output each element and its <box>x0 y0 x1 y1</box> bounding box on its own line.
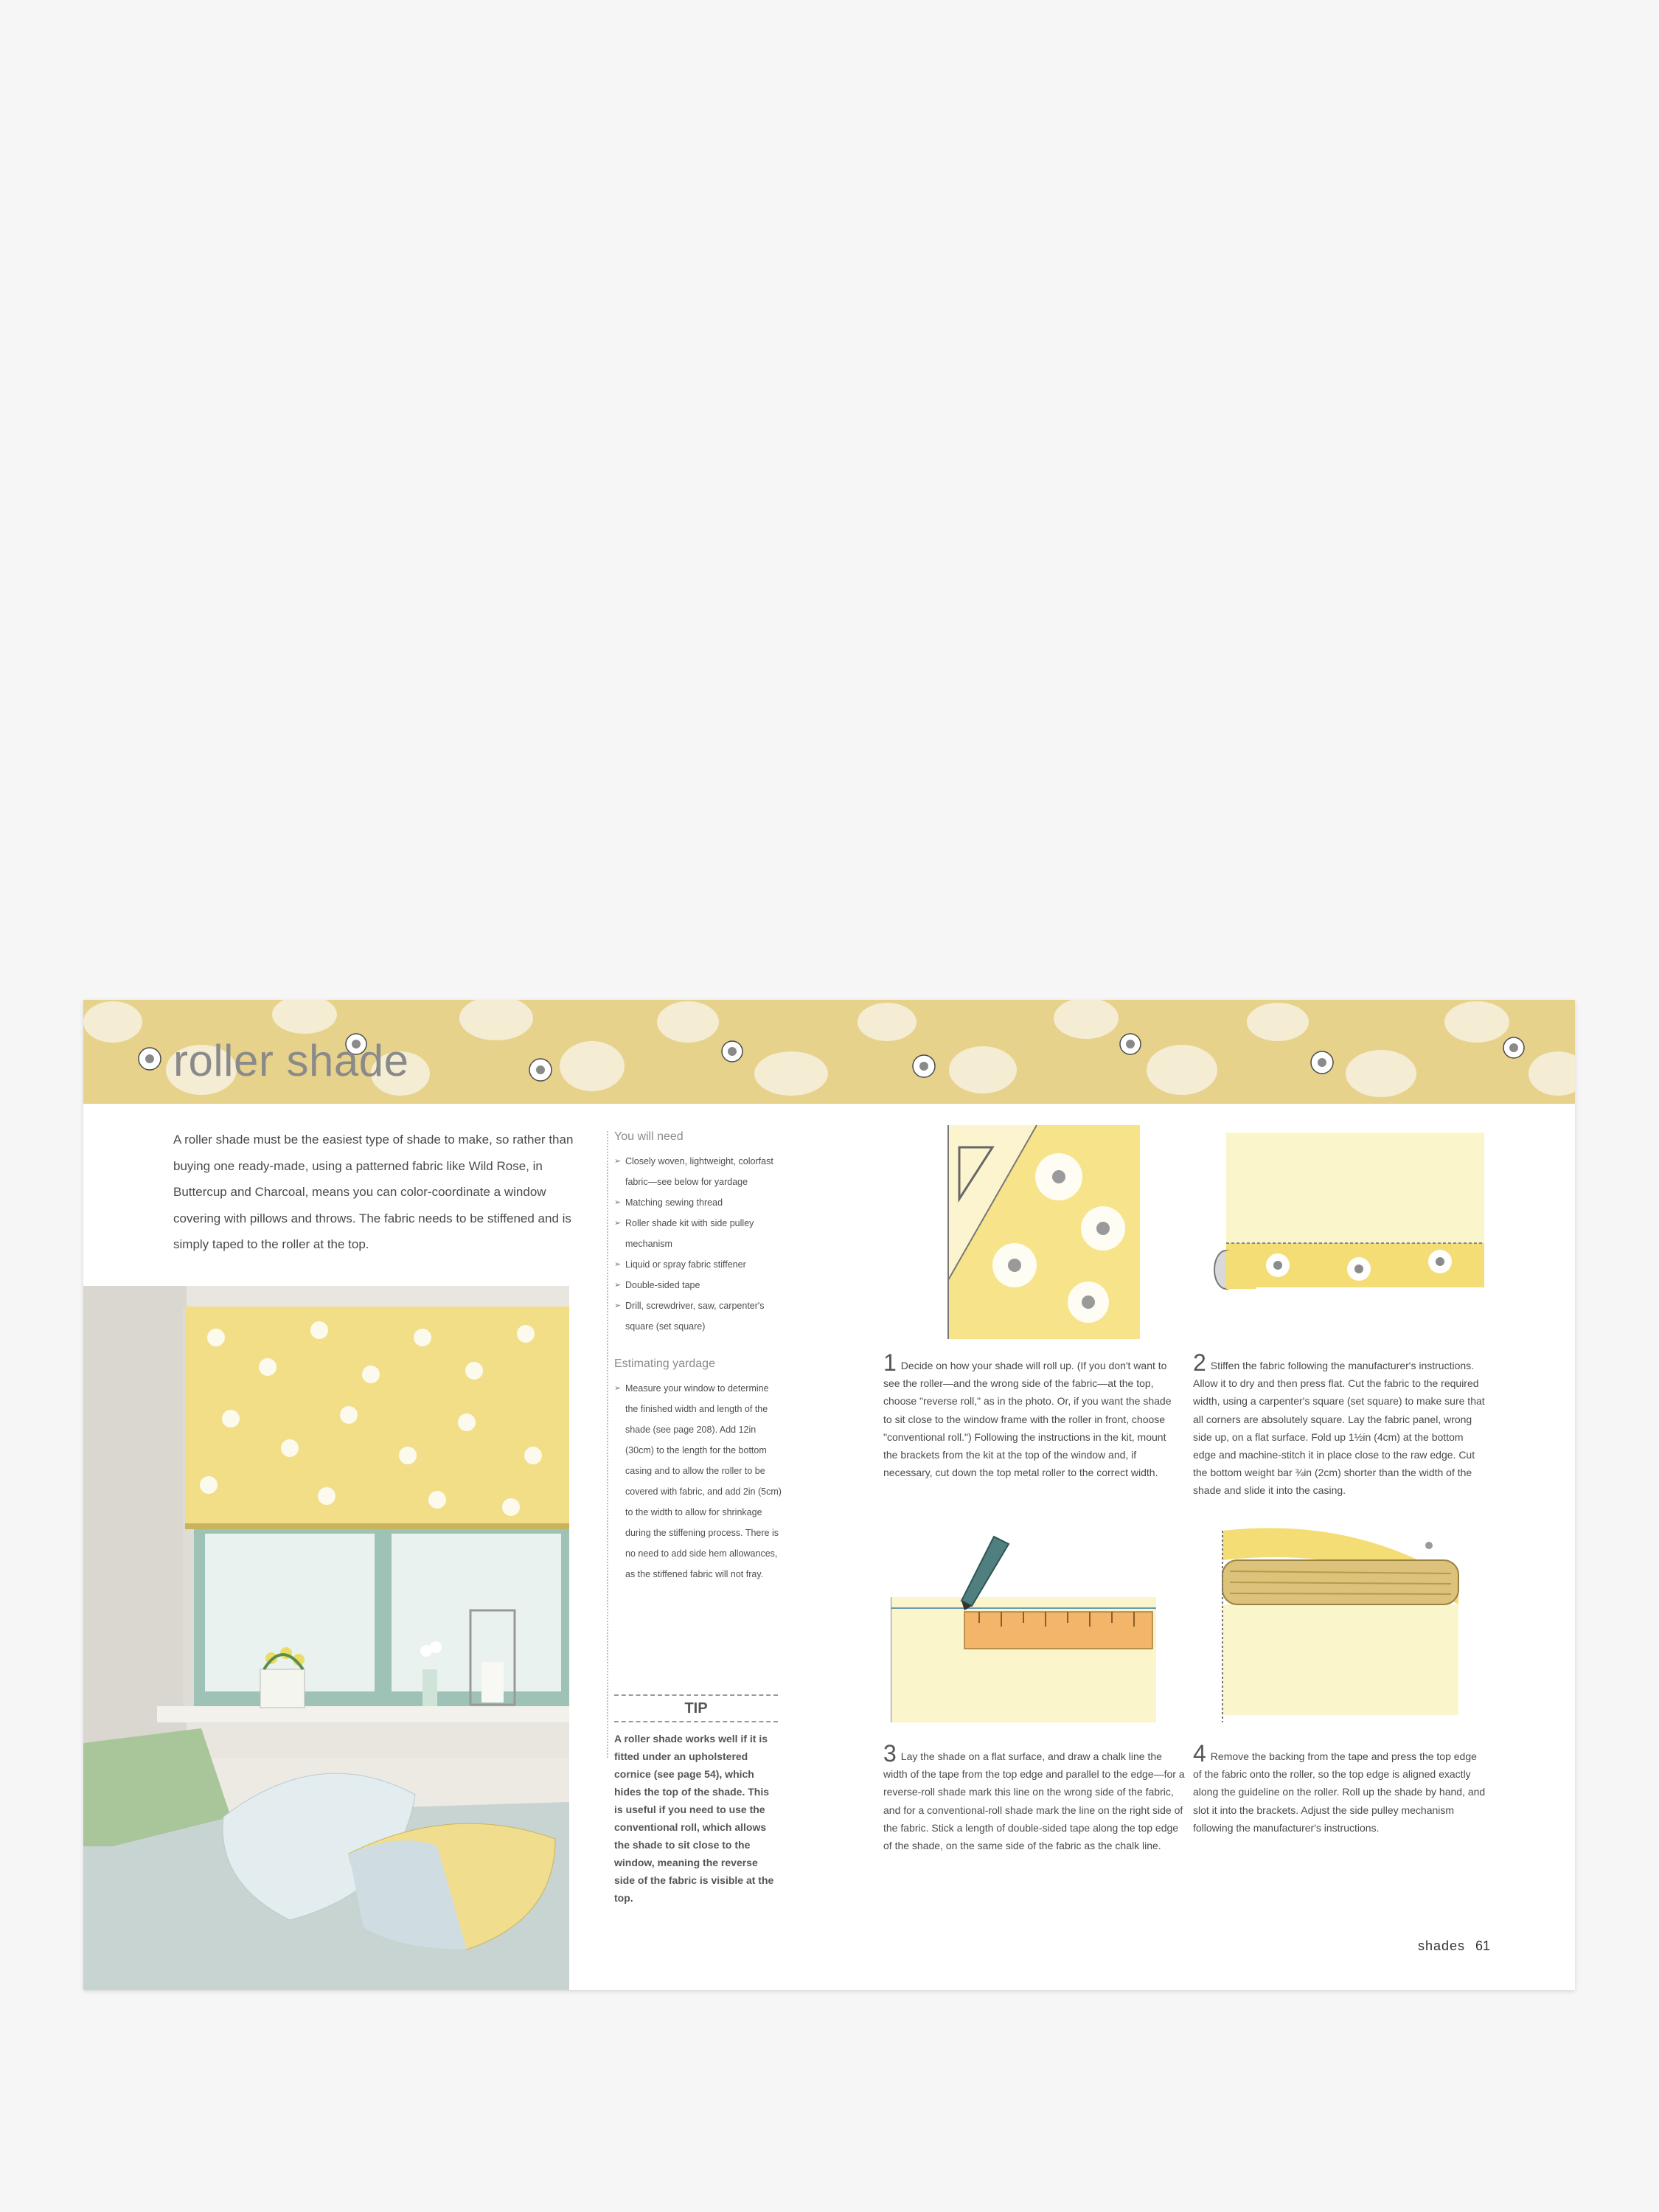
yardage-heading: Estimating yardage <box>614 1357 715 1370</box>
folio-label: shades <box>1418 1938 1466 1953</box>
materials-item: ➢ Liquid or spray fabric stiffener <box>614 1254 784 1275</box>
step-1-number: 1 <box>883 1349 897 1376</box>
page-folio <box>1418 1938 1490 1954</box>
materials-item: ➢ Drill, screwdriver, saw, carpenter's square (set square) <box>614 1295 784 1337</box>
materials-list <box>614 1151 784 1337</box>
materials-box <box>614 1130 784 1585</box>
step-3-text: Lay the shade on a flat surface, and draw a chalk line the width of the tape from the top edge and parallel to the edge—for a reverse-roll shade mark this line on the wrong side of the fabric, and for a conventional-roll shade mark the line on the right side of the fabric. Stick a length of double-sided tape along the top edge of the shade, on the same side of the fabric as the chalk line. <box>883 1750 1185 1852</box>
book-spread <box>83 1000 1575 1990</box>
step-2 <box>1193 1349 1488 1500</box>
materials-item: ➢ Closely woven, lightweight, colorfast fabric—see below for yardage <box>614 1151 784 1192</box>
room-photo <box>83 1286 569 1990</box>
materials-item: ➢ Roller shade kit with side pulley mechanism <box>614 1213 784 1254</box>
floral-banner <box>83 1000 1575 1104</box>
folio-page-number: 61 <box>1475 1938 1491 1953</box>
step-2-number: 2 <box>1193 1349 1206 1376</box>
step-2-text: Stiffen the fabric following the manufacturer's instructions. Allow it to dry and then press flat. Cut the fabric to the required width, using a carpenter's square (set square) to make sure that all corners are absolutely square. Lay the fabric panel, wrong side up, on a flat surface. Fold up 1½in (4cm) at the bottom edge and machine-stitch it in place close to the raw edge. Cut the bottom weight bar ¾in (2cm) shorter than the width of the shade and slide it into the casing. <box>1193 1360 1485 1497</box>
step-4 <box>1193 1740 1488 1837</box>
tip-text: A roller shade works well if it is fitted under an upholstered cornice (see page 54), which hides the top of the shade. This is useful if you need to use the conventional roll, which allows the shade to sit close to the window, meaning the reverse side of the fabric is visible at the top. <box>614 1733 774 1904</box>
step-3-number: 3 <box>883 1740 897 1767</box>
step-4-number: 4 <box>1193 1740 1206 1767</box>
step-4-text: Remove the backing from the tape and press the top edge of the fabric onto the roller, so the top edge is aligned exactly along the guideline on the roller. Roll up the shade by hand, and slot it into the brackets. Adjust the side pulley mechanism following the manufacturer's instructions. <box>1193 1750 1486 1834</box>
tip-box <box>614 1694 778 1907</box>
materials-item: ➢ Matching sewing thread <box>614 1192 784 1213</box>
materials-heading: You will need <box>614 1130 684 1143</box>
step-1 <box>883 1349 1178 1481</box>
step-4-illustration <box>1208 1516 1473 1722</box>
step-1-illustration <box>926 1118 1147 1343</box>
tip-heading: TIP <box>614 1694 778 1722</box>
materials-item: ➢ Double-sided tape <box>614 1275 784 1295</box>
step-2-illustration <box>1197 1125 1492 1339</box>
step-3 <box>883 1740 1186 1854</box>
step-1-text: Decide on how your shade will roll up. (If you don't want to see the roller—and the wrong side of the fabric—at the top, choose "reverse roll," as in the photo. Or, if you want the shade to sit close to the window frame with the roller in front, choose "conventional roll.") Following the instructions in the kit, mount the brackets from the kit at the top of the window and, if necessary, cut down the top metal roller to the correct width. <box>883 1360 1172 1479</box>
step-3-illustration <box>891 1523 1156 1722</box>
column-divider <box>607 1131 608 1758</box>
intro-paragraph: A roller shade must be the easiest type of shade to make, so rather than buying one ready-made, using a patterned fabric like Wild Rose, in Buttercup and Charcoal, means you can color-coordinate a window covering with pillows and throws. The fabric needs to be stiffened and is simply taped to the roller at the top. <box>173 1133 574 1251</box>
yardage-text: ➢ Measure your window to determine the finished width and length of the shade (see page 208). Add 12in (30cm) to the length for the bottom casing and to allow the roller to be covered with fabric, and add 2in (5cm) to the width to allow for shrinkage during the stiffening process. There is no need to add side hem allowances, as the stiffened fabric will not fray. <box>614 1378 784 1585</box>
page-title: roller shade <box>173 1036 409 1085</box>
